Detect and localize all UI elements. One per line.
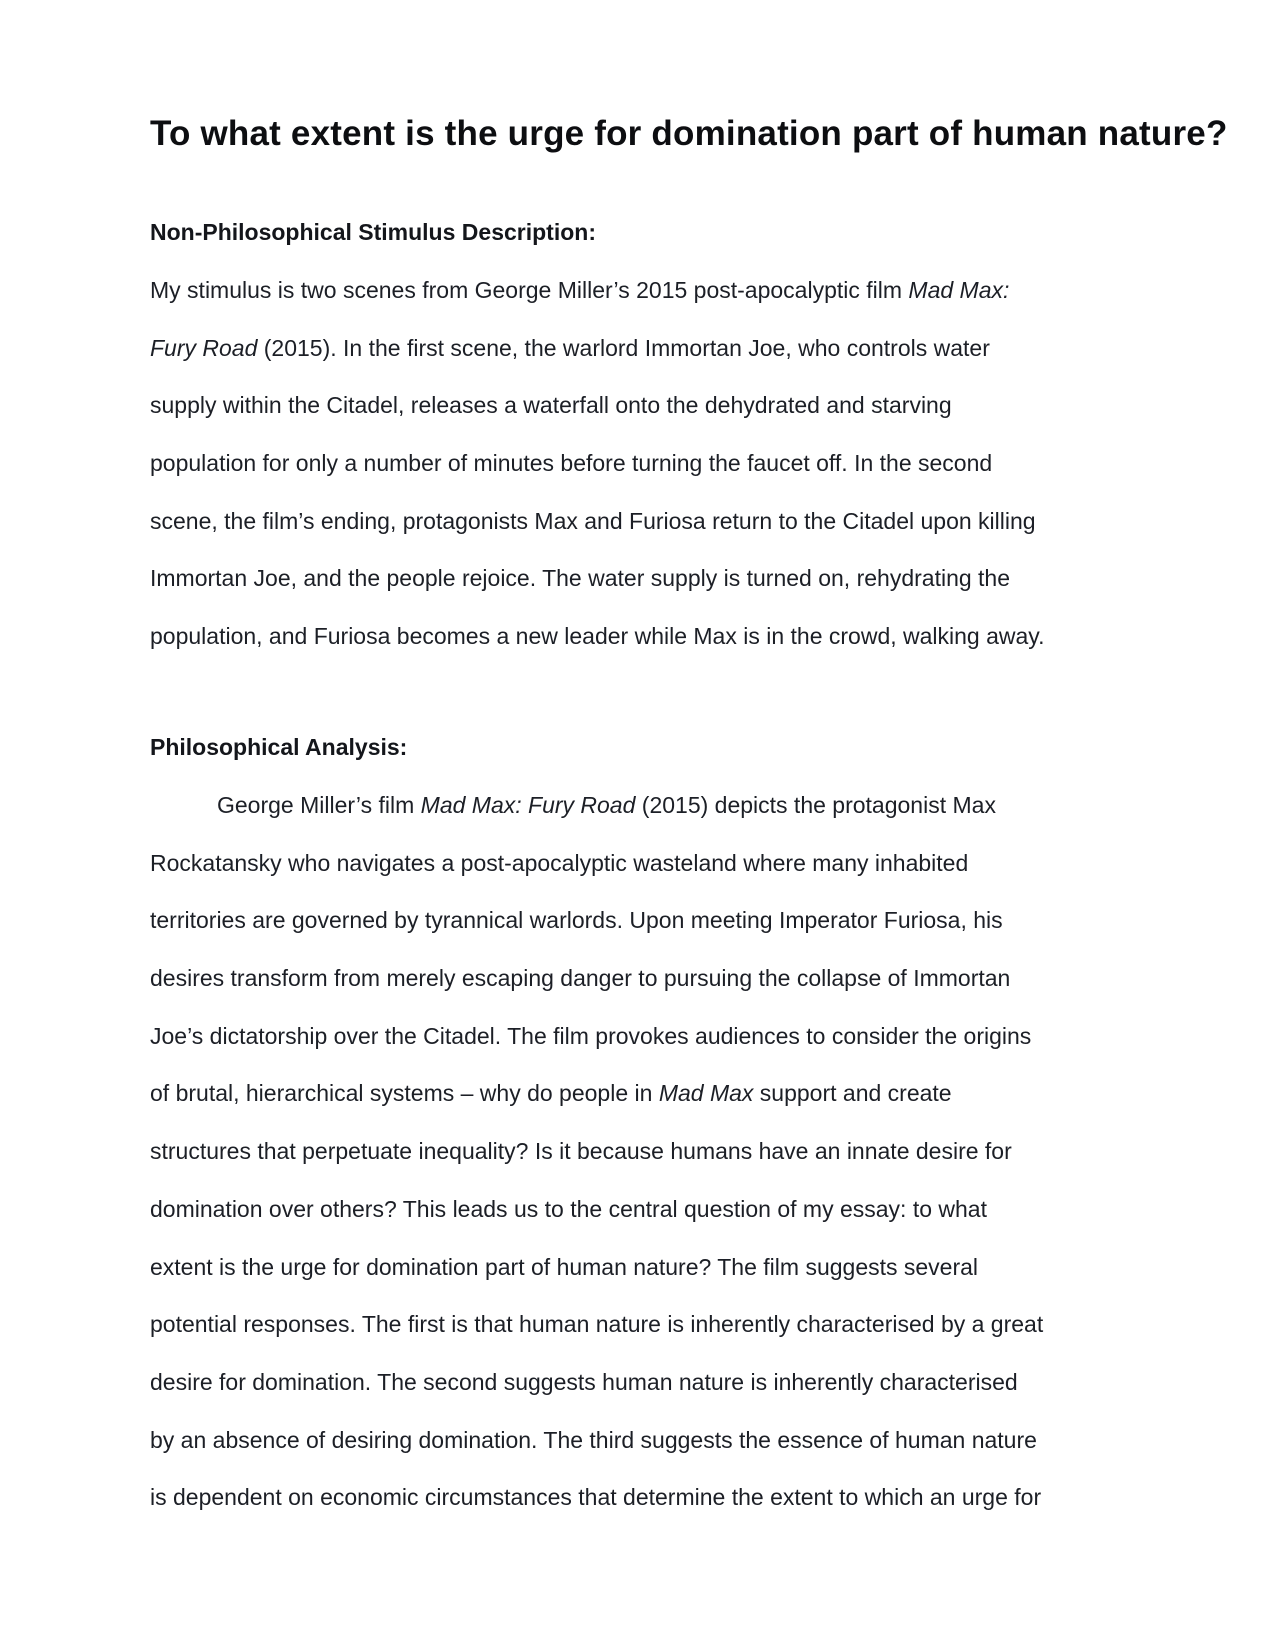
text-run: scene, the film’s ending, protagonists Max and Furiosa return to the Citadel upon killing: [150, 507, 1036, 534]
text-line: [150, 1008, 1043, 1066]
text-line: [150, 1181, 1043, 1239]
text-run: George Miller’s film: [217, 792, 421, 818]
text-run: Rockatansky who navigates a post-apocalyptic wasteland where many inhabited: [150, 849, 969, 876]
text-run: population for only a number of minutes before turning the faucet off. In the second: [150, 450, 993, 477]
text-line: [150, 262, 1044, 320]
text-run: by an absence of desiring domination. The third suggests the essence of human nature: [150, 1426, 1037, 1453]
text-run: (2015). In the first scene, the warlord Immortan Joe, who controls water: [257, 334, 990, 361]
italic-text-run: Mad Max: Fury Road: [420, 792, 636, 818]
stimulus-section-heading: Non-Philosophical Stimulus Description:: [150, 219, 596, 245]
analysis-section-heading: Philosophical Analysis:: [150, 734, 408, 760]
text-line: [150, 950, 1043, 1008]
text-run: Joe’s dictatorship over the Citadel. The film provokes audiences to consider the origins: [150, 1022, 1032, 1049]
text-run: of brutal, hierarchical systems – why do people in: [150, 1080, 659, 1107]
text-line: [150, 493, 1044, 551]
document-title: To what extent is the urge for domination part of human nature?: [150, 114, 1228, 153]
text-run: (2015) depicts the protagonist Max: [635, 792, 996, 818]
stimulus-paragraph: [150, 262, 1044, 666]
text-run: My stimulus is two scenes from George Miller’s 2015 post-apocalyptic film: [150, 277, 909, 303]
text-run: extent is the urge for domination part of human nature? The film suggests several: [150, 1253, 979, 1280]
italic-text-run: Mad Max:: [908, 277, 1010, 303]
italic-text-run: Fury Road: [150, 334, 258, 361]
text-run: desire for domination. The second suggests human nature is inherently characterised: [150, 1368, 1018, 1395]
text-line: [150, 320, 1044, 378]
analysis-paragraph: [150, 777, 1043, 1527]
text-run: Immortan Joe, and the people rejoice. The water supply is turned on, rehydrating the: [150, 565, 1011, 592]
text-line: [150, 1065, 1043, 1123]
text-run: potential responses. The first is that human nature is inherently characterised by a great: [150, 1311, 1044, 1338]
text-line: [150, 1469, 1043, 1527]
text-line: [150, 435, 1044, 493]
text-line: [150, 1123, 1043, 1181]
text-run: territories are governed by tyrannical warlords. Upon meeting Imperator Furiosa, his: [150, 907, 1003, 934]
text-run: population, and Furiosa becomes a new leader while Max is in the crowd, walking away.: [150, 623, 1045, 650]
text-line: [150, 835, 1043, 893]
text-line: [150, 777, 1043, 835]
text-line: [150, 1296, 1043, 1354]
text-line: [150, 608, 1044, 666]
text-line: [150, 1239, 1043, 1297]
text-line: [150, 550, 1044, 608]
italic-text-run: Mad Max: [658, 1080, 754, 1107]
text-line: [150, 892, 1043, 950]
text-line: [150, 1354, 1043, 1412]
text-run: structures that perpetuate inequality? Is it because humans have an innate desire for: [150, 1138, 1012, 1165]
text-line: [150, 1412, 1043, 1470]
text-run: support and create: [753, 1080, 952, 1107]
text-run: supply within the Citadel, releases a waterfall onto the dehydrated and starving: [150, 392, 952, 419]
text-run: desires transform from merely escaping danger to pursuing the collapse of Immortan: [150, 965, 1011, 992]
text-run: is dependent on economic circumstances that determine the extent to which an urge for: [150, 1484, 1042, 1511]
text-run: domination over others? This leads us to the central question of my essay: to what: [150, 1195, 987, 1222]
text-line: [150, 377, 1044, 435]
